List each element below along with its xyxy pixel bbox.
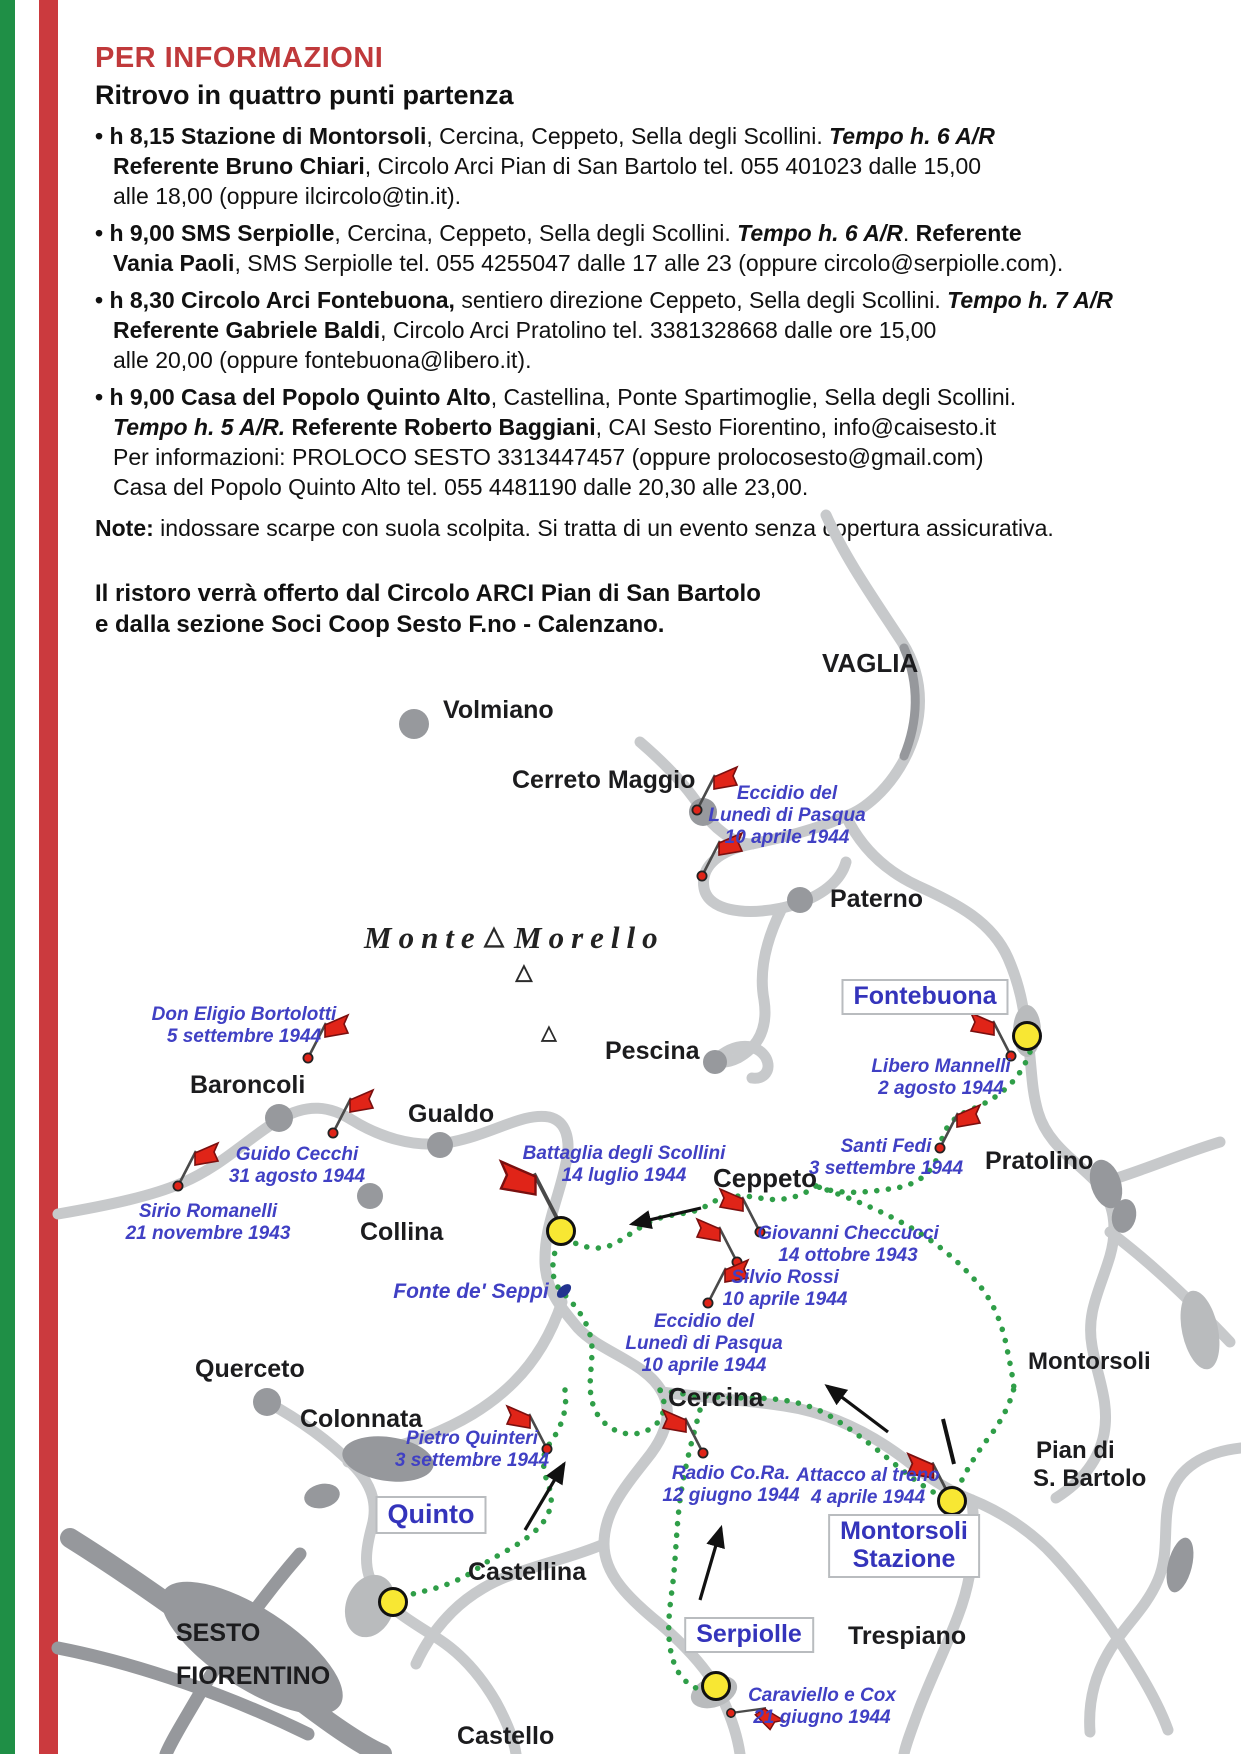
text-segment: , Cercina, Ceppeto, Sella degli Scollini. bbox=[334, 220, 738, 246]
text-segment: Tempo h. 6 A/R bbox=[829, 123, 995, 149]
place-label: Colonnata bbox=[300, 1405, 423, 1433]
start-point-marker bbox=[937, 1486, 967, 1516]
memorial-line: 14 ottobre 1943 bbox=[778, 1245, 918, 1266]
place-label: Castello bbox=[457, 1722, 555, 1750]
boxed-place-label bbox=[841, 979, 1008, 1015]
memorial-line: Santi Fedi bbox=[840, 1136, 932, 1157]
memorial-line: Battaglia degli Scollini bbox=[522, 1143, 726, 1164]
boxed-place-line: Fontebuona bbox=[853, 982, 997, 1010]
text-segment: , Castellina, Ponte Spartimoglie, Sella degli Scollini. bbox=[490, 384, 1017, 410]
memorial-label bbox=[152, 1004, 337, 1048]
memorial-line: Pietro Quinteri bbox=[406, 1428, 538, 1449]
place-label: Castellina bbox=[468, 1558, 587, 1586]
text-segment: Referente Roberto Baggiani bbox=[291, 414, 596, 440]
place-label: Pratolino bbox=[985, 1147, 1094, 1175]
boxed-place-line: Serpiolle bbox=[696, 1620, 802, 1648]
memorial-line: Radio Co.Ra. bbox=[671, 1463, 791, 1484]
text-segment: alle 20,00 (oppure fontebuona@libero.it). bbox=[113, 347, 532, 373]
place-label: S. Bartolo bbox=[1033, 1465, 1147, 1492]
memorial-line: Caraviello e Cox bbox=[748, 1685, 896, 1706]
place-label: Cerreto Maggio bbox=[512, 766, 696, 794]
text-segment: sentiero direzione Ceppeto, Sella degli Scollini. bbox=[454, 287, 948, 313]
memorial-label bbox=[523, 1143, 726, 1187]
flag-fontebuona-icon bbox=[968, 1010, 1018, 1062]
town-dot bbox=[427, 1132, 453, 1158]
spring-label: Fonte de' Seppi bbox=[393, 1280, 549, 1303]
memorial-line: 21 novembre 1943 bbox=[125, 1223, 291, 1244]
boxed-place-line: Stazione bbox=[852, 1545, 956, 1573]
ristoro-line-1: Il ristoro verrà offerto dal Circolo ARCI Pian di San Bartolo bbox=[95, 580, 761, 607]
text-segment: h 9,00 Casa del Popolo Quinto Alto bbox=[109, 384, 491, 410]
page-title: Ritrovo in quattro punti partenza bbox=[95, 80, 514, 110]
place-label: Paterno bbox=[830, 885, 924, 913]
text-segment: Tempo h. 5 A/R. bbox=[113, 414, 286, 440]
text-segment: h 8,30 Circolo Arci Fontebuona, bbox=[109, 287, 455, 313]
mountain-label: Monte bbox=[364, 920, 482, 955]
section-kicker: PER INFORMAZIONI bbox=[95, 42, 384, 74]
place-label: Trespiano bbox=[848, 1622, 967, 1650]
flag-sirio-romanelli-icon bbox=[171, 1140, 221, 1192]
memorial-line: Lunedì di Pasqua bbox=[708, 805, 866, 826]
memorial-line: 5 settembre 1944 bbox=[166, 1026, 322, 1047]
start-point-marker bbox=[1012, 1021, 1042, 1051]
boxed-place-label bbox=[376, 1496, 487, 1534]
memorial-line: 10 aprile 1944 bbox=[724, 827, 850, 848]
memorial-line: Sirio Romanelli bbox=[138, 1201, 278, 1222]
text-segment: h 8,15 Stazione di Montorsoli bbox=[109, 123, 427, 149]
text-segment: h 9,00 SMS Serpiolle bbox=[109, 220, 335, 246]
text-segment: Vania Paoli bbox=[113, 250, 235, 276]
memorial-line: 14 luglio 1944 bbox=[561, 1165, 687, 1186]
place-label: Gualdo bbox=[408, 1100, 495, 1128]
memorial-line: Eccidio del bbox=[736, 783, 838, 804]
memorial-line: 31 agosto 1944 bbox=[228, 1166, 366, 1187]
text-segment: Tempo h. 7 A/R bbox=[947, 287, 1113, 313]
text-segment: Referente bbox=[915, 220, 1022, 246]
memorial-line: 3 settembre 1944 bbox=[808, 1158, 964, 1179]
flag-guido-cecchi-icon bbox=[326, 1087, 376, 1139]
memorial-line: 10 aprile 1944 bbox=[641, 1355, 767, 1376]
memorial-label bbox=[126, 1201, 291, 1245]
memorial-line: 21 giugno 1944 bbox=[753, 1707, 891, 1728]
memorial-label bbox=[723, 1267, 848, 1311]
memorial-line: Silvio Rossi bbox=[731, 1267, 839, 1288]
road-network bbox=[58, 515, 1241, 1754]
place-label: Montorsoli bbox=[1028, 1348, 1151, 1375]
memorial-line: Attacco al treno bbox=[796, 1465, 940, 1486]
place-label: Collina bbox=[360, 1218, 444, 1246]
text-segment: indossare scarpe con suola scolpita. Si tratta di un evento senza copertura assicurativa. bbox=[153, 515, 1054, 541]
boxed-place-line: Montorsoli bbox=[840, 1517, 968, 1545]
memorial-line: 10 aprile 1944 bbox=[722, 1289, 848, 1310]
text-segment: , CAI Sesto Fiorentino, info@caisesto.it bbox=[595, 414, 997, 440]
memorial-line: 3 settembre 1944 bbox=[394, 1450, 550, 1471]
text-segment: Referente Bruno Chiari bbox=[113, 153, 365, 179]
town-dot bbox=[265, 1104, 293, 1132]
start-point-marker bbox=[546, 1216, 576, 1246]
place-label: SESTO bbox=[176, 1619, 261, 1647]
place-label: VAGLIA bbox=[822, 648, 919, 678]
place-label: Baroncoli bbox=[190, 1071, 306, 1099]
ristoro-line-2: e dalla sezione Soci Coop Sesto F.no - Calenzano. bbox=[95, 611, 665, 638]
memorial-line: Eccidio del bbox=[653, 1311, 755, 1332]
text-segment: Referente Gabriele Baldi bbox=[113, 317, 381, 343]
memorial-line: Lunedì di Pasqua bbox=[625, 1333, 783, 1354]
memorial-line: 2 agosto 1944 bbox=[878, 1078, 1004, 1099]
text-segment: . bbox=[902, 220, 916, 246]
memorial-label bbox=[395, 1428, 549, 1472]
town-dot bbox=[787, 887, 813, 913]
start-point-marker bbox=[378, 1587, 408, 1617]
town-dot bbox=[253, 1388, 281, 1416]
place-label: Pescina bbox=[605, 1037, 700, 1065]
flag-radio-cora-icon bbox=[660, 1407, 710, 1459]
boxed-place-label bbox=[828, 1514, 980, 1578]
memorial-label bbox=[871, 1056, 1010, 1100]
memorial-label bbox=[625, 1311, 782, 1377]
memorial-label bbox=[748, 1685, 896, 1729]
place-label: Querceto bbox=[195, 1355, 305, 1383]
text-segment: , Circolo Arci Pratolino tel. 3381328668 dalle ore 15,00 bbox=[380, 317, 937, 343]
memorial-line: Guido Cecchi bbox=[235, 1144, 359, 1165]
memorial-label bbox=[708, 783, 865, 849]
memorial-label bbox=[796, 1465, 940, 1509]
memorial-label bbox=[662, 1463, 799, 1507]
text-segment: , Cercina, Ceppeto, Sella degli Scollini. bbox=[426, 123, 830, 149]
peak-icon: △ bbox=[515, 959, 533, 984]
peak-icon: △ bbox=[541, 1022, 557, 1044]
town-dot bbox=[399, 709, 429, 739]
memorial-label bbox=[229, 1144, 365, 1188]
place-label: Volmiano bbox=[443, 696, 554, 724]
mountain-label: Morello bbox=[514, 920, 665, 955]
place-label: Ceppeto bbox=[713, 1163, 817, 1193]
text-segment: Casa del Popolo Quinto Alto tel. 055 4481190 dalle 20,30 alle 23,00. bbox=[113, 474, 809, 500]
memorial-label bbox=[757, 1223, 939, 1267]
start-point-marker bbox=[701, 1671, 731, 1701]
town-dot bbox=[703, 1050, 727, 1074]
place-label: FIORENTINO bbox=[176, 1662, 331, 1690]
place-label: Cercina bbox=[668, 1382, 764, 1412]
boxed-place-line: Quinto bbox=[387, 1499, 475, 1529]
memorial-line: 4 aprile 1944 bbox=[810, 1487, 926, 1508]
text-segment: , Circolo Arci Pian di San Bartolo tel. 055 401023 dalle 15,00 bbox=[364, 153, 982, 179]
text-segment: Per informazioni: PROLOCO SESTO 3313447457 (oppure prolocosesto@gmail.com) bbox=[113, 444, 984, 470]
memorial-label bbox=[809, 1136, 963, 1180]
text-segment: Note: bbox=[95, 515, 154, 541]
memorial-line: 12 giugno 1944 bbox=[662, 1485, 800, 1506]
memorial-line: Libero Mannelli bbox=[871, 1056, 1011, 1077]
text-segment: alle 18,00 (oppure ilcircolo@tin.it). bbox=[113, 183, 462, 209]
peak-icon: △ bbox=[484, 920, 504, 950]
place-label: Pian di bbox=[1036, 1437, 1115, 1464]
text-segment: Tempo h. 6 A/R bbox=[737, 220, 903, 246]
boxed-place-label bbox=[684, 1617, 814, 1653]
memorial-line: Giovanni Checcucci bbox=[757, 1223, 939, 1244]
memorial-line: Don Eligio Bortolotti bbox=[151, 1004, 337, 1025]
text-segment: , SMS Serpiolle tel. 055 4255047 dalle 17 alle 23 (oppure circolo@serpiolle.com). bbox=[234, 250, 1064, 276]
